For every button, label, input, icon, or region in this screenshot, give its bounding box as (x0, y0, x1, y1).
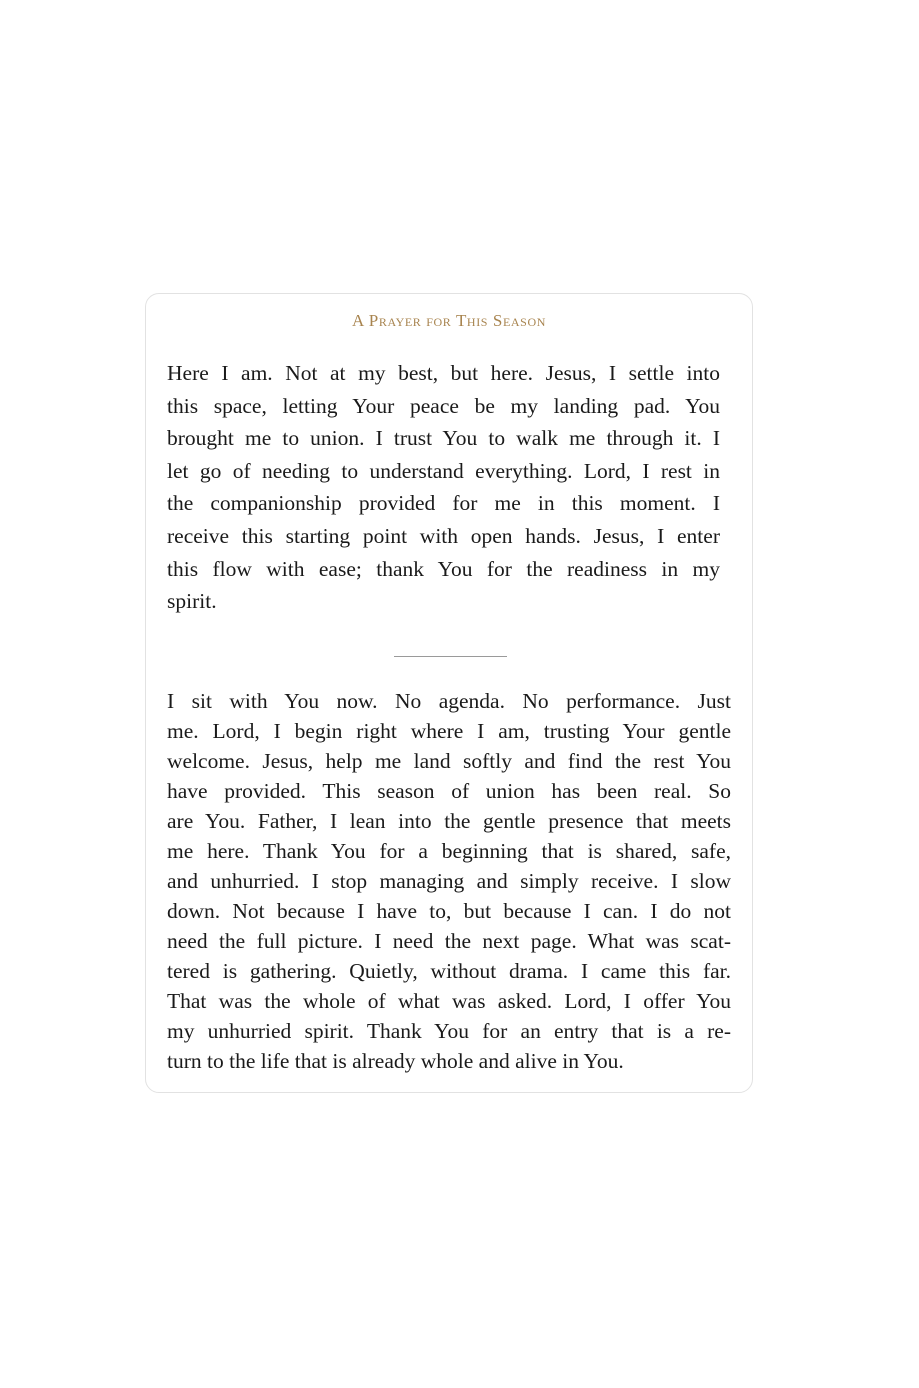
paragraph-line: spirit. (167, 589, 217, 614)
paragraph-line: and unhurried. I stop managing and simply receive. I slow (167, 869, 731, 893)
paragraph-line: down. Not because I have to, but because I can. I do not (167, 899, 731, 923)
section-divider (394, 656, 507, 657)
paragraph-line: have provided. This season of union has been real. So (167, 779, 731, 803)
paragraph-line: brought me to union. I trust You to walk me through it. I (167, 426, 720, 451)
paragraph-line: the companionship provided for me in this moment. I (167, 491, 720, 516)
prayer-paragraph-1 (167, 357, 720, 618)
paragraph-line: me. Lord, I begin right where I am, trusting Your gentle (167, 719, 731, 743)
paragraph-line: let go of needing to understand everything. Lord, I rest in (167, 458, 720, 483)
prayer-title: A Prayer for This Season (352, 311, 546, 330)
paragraph-line: my unhurried spirit. Thank You for an entry that is a re- (167, 1019, 731, 1043)
paragraph-line: That was the whole of what was asked. Lord, I offer You (167, 989, 731, 1013)
paragraph-line: receive this starting point with open hands. Jesus, I enter (167, 523, 720, 548)
prayer-card (145, 293, 753, 1093)
paragraph-line: this flow with ease; thank You for the readiness in my (167, 556, 720, 581)
paragraph-line: welcome. Jesus, help me land softly and find the rest You (167, 749, 731, 773)
prayer-paragraph-2 (167, 686, 731, 1076)
paragraph-line: are You. Father, I lean into the gentle presence that meets (167, 809, 731, 833)
paragraph-line: Here I am. Not at my best, but here. Jesus, I settle into (167, 361, 720, 385)
paragraph-line: need the full picture. I need the next page. What was scat- (167, 929, 731, 953)
paragraph-line: this space, letting Your peace be my landing pad. You (167, 393, 720, 418)
paragraph-line: turn to the life that is already whole and alive in You. (167, 1049, 624, 1073)
paragraph-line: I sit with You now. No agenda. No performance. Just (167, 689, 731, 713)
paragraph-line: tered is gathering. Quietly, without drama. I came this far. (167, 959, 731, 983)
paragraph-line: me here. Thank You for a beginning that is shared, safe, (167, 839, 731, 863)
